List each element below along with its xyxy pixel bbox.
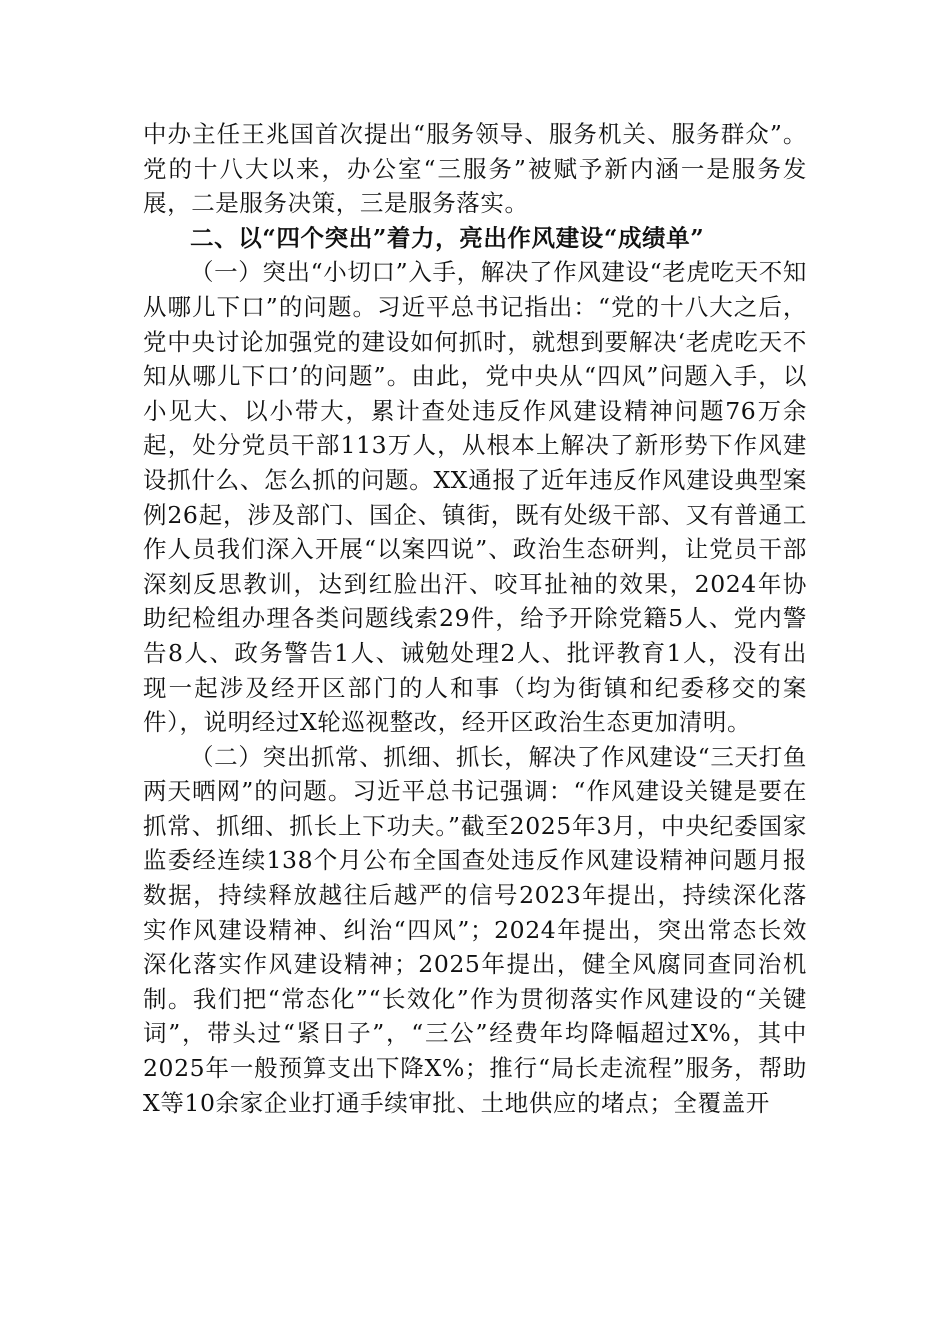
document-body xyxy=(143,117,807,1120)
paragraph-point-two: （二）突出抓常、抓细、抓长，解决了作风建设“三天打鱼两天晒网”的问题。习近平总书记强调：“作风建设关键是要在抓常、抓细、抓长上下功夫。”截至2025年3月，中央纪委国家监委经连续138个月公布全国查处违反作风建设精神问题月报数据，持续释放越往后越严的信号2023年提出，持续深化落实作风建设精神、纠治“四风”；2024年提出，突出常态长效深化落实作风建设精神；2025年提出，健全风腐同查同治机制。我们把“常态化”“长效化”作为贯彻落实作风建设的“关键词”，带头过“紧日子”，“三公”经费年均降幅超过X%，其中2025年一般预算支出下降X%；推行“局长走流程”服务，帮助X等10余家企业打通手续审批、土地供应的堵点；全覆盖开 xyxy=(143,742,807,1117)
paragraph-intro-continuation: 中办主任王兆国首次提出“服务领导、服务机关、服务群众”。党的十八大以来，办公室“三服务”被赋予新内涵一是服务发展，二是服务决策，三是服务落实。 xyxy=(143,120,807,218)
paragraph-point-one: （一）突出“小切口”入手，解决了作风建设“老虎吃天不知从哪儿下口”的问题。习近平总书记指出：“党的十八大之后，党中央讨论加强党的建设如何抓时，就想到要解决‘老虎吃天不知从哪儿下口’的问题”。由此，党中央从“四风”问题入手，以小见大、以小带大，累计查处违反作风建设精神问题76万余起，处分党员干部113万人，从根本上解决了新形势下作风建设抓什么、怎么抓的问题。XX通报了近年违反作风建设典型案例26起，涉及部门、国企、镇街，既有处级干部、又有普通工作人员我们深入开展“以案四说”、政治生态研判，让党员干部深刻反思教训，达到红脸出汗、咬耳扯袖的效果，2024年协助纪检组办理各类问题线索29件，给予开除党籍5人、党内警告8人、政务警告1人、诫勉处理2人、批评教育1人，没有出现一起涉及经开区部门的人和事（均为街镇和纪委移交的案件），说明经过X轮巡视整改，经开区政治生态更加清明。 xyxy=(143,258,807,737)
section-heading-two: 二、以“四个突出”着力，亮出作风建设“成绩单” xyxy=(190,223,705,252)
